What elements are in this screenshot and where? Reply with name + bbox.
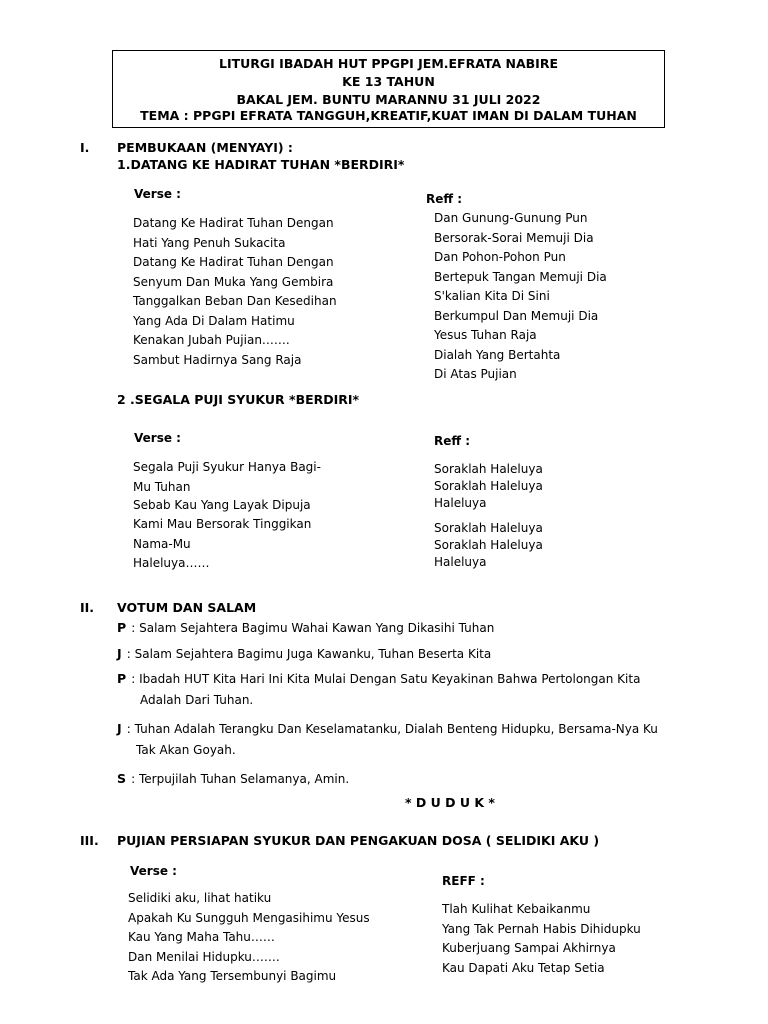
song-3-verse (128, 889, 370, 987)
votum-text: : Terpujilah Tuhan Selamanya, Amin. (131, 772, 350, 786)
section-3-number: III. (80, 833, 99, 848)
lyric-line: Apakah Ku Sungguh Mengasihimu Yesus (128, 910, 370, 925)
lyric-line: Hati Yang Penuh Sukacita (133, 235, 286, 250)
lyric-line: Datang Ke Hadirat Tuhan Dengan (133, 216, 334, 230)
lyric-line: Haleluya (434, 555, 487, 569)
speaker-label: S (117, 771, 127, 786)
song-2-reff-a (434, 461, 543, 512)
lyric-line: Sambut Hadirnya Sang Raja (133, 352, 302, 367)
lyric-line: Yang Ada Di Dalam Hatimu (133, 313, 295, 328)
lyric-line: Di Atas Pujian (434, 367, 517, 381)
lyric-line: Kau Dapati Aku Tetap Setia (442, 960, 605, 975)
lyric-line: Yang Tak Pernah Habis Dihidupku (442, 921, 641, 936)
lyric-line: Senyum Dan Muka Yang Gembira (133, 274, 334, 289)
song-3-reff (442, 900, 641, 978)
lyric-line: Bersorak-Sorai Memuji Dia (434, 230, 594, 245)
song-2-verse (133, 458, 321, 574)
song-1-verse-label: Verse : (134, 187, 181, 201)
lyric-line: Soraklah Haleluya (434, 462, 543, 476)
votum-line (117, 668, 640, 687)
votum-text: : Salam Sejahtera Bagimu Juga Kawanku, Tuhan Beserta Kita (126, 647, 492, 661)
votum-line (117, 643, 491, 662)
lyric-line: Haleluya (434, 496, 487, 510)
lyric-line: Soraklah Haleluya (434, 538, 543, 552)
speaker-label: J (117, 646, 122, 661)
lyric-line: Sebab Kau Yang Layak Dipuja (133, 497, 311, 512)
title-line-1: LITURGI IBADAH HUT PPGPI JEM.EFRATA NABIRE (219, 56, 558, 71)
lyric-line: Bertepuk Tangan Memuji Dia (434, 269, 607, 284)
song-1-title: 1.DATANG KE HADIRAT TUHAN *BERDIRI* (117, 157, 405, 172)
lyric-line: Tlah Kulihat Kebaikanmu (442, 902, 591, 916)
speaker-label: P (117, 671, 127, 686)
votum-line (117, 617, 494, 636)
lyric-line: Kami Mau Bersorak Tinggikan (133, 517, 312, 531)
section-1-number: I. (80, 140, 90, 155)
duduk-instruction: * D U D U K * (405, 795, 495, 810)
votum-text: : Ibadah HUT Kita Hari Ini Kita Mulai Dengan Satu Keyakinan Bahwa Pertolongan Kita (131, 672, 641, 686)
song-1-verse (133, 214, 337, 370)
lyric-line: Mu Tuhan (133, 479, 191, 494)
song-3-reff-label: REFF : (442, 874, 485, 888)
lyric-line: Selidiki aku, lihat hatiku (128, 891, 272, 905)
lyric-line: Dan Gunung-Gunung Pun (434, 211, 588, 225)
lyric-line: Berkumpul Dan Memuji Dia (434, 308, 599, 323)
lyric-line: Kenakan Jubah Pujian……. (133, 333, 290, 347)
lyric-line: Nama-Mu (133, 536, 191, 551)
title-box (112, 50, 665, 128)
lyric-line: Dan Pohon-Pohon Pun (434, 250, 566, 264)
lyric-line: Soraklah Haleluya (434, 479, 543, 493)
lyric-line: Soraklah Haleluya (434, 521, 543, 535)
lyric-line: Tanggalkan Beban Dan Kesedihan (133, 294, 337, 308)
lyric-line: Yesus Tuhan Raja (434, 328, 537, 342)
votum-text: : Tuhan Adalah Terangku Dan Keselamatanku, Dialah Benteng Hidupku, Bersama-Nya Ku (126, 722, 658, 736)
song-3-verse-label: Verse : (130, 864, 177, 878)
song-1-reff (434, 209, 607, 385)
lyric-line: Tak Ada Yang Tersembunyi Bagimu (128, 969, 337, 983)
title-line-3: BAKAL JEM. BUNTU MARANNU 31 JULI 2022 (236, 92, 541, 107)
lyric-line: Datang Ke Hadirat Tuhan Dengan (133, 255, 334, 269)
votum-line (117, 768, 349, 787)
lyric-line: Dan Menilai Hidupku……. (128, 949, 280, 964)
lyric-line: Segala Puji Syukur Hanya Bagi- (133, 460, 321, 474)
theme-line: TEMA : PPGPI EFRATA TANGGUH,KREATIF,KUAT IMAN DI DALAM TUHAN (140, 108, 637, 123)
song-2-verse-label: Verse : (134, 431, 181, 445)
section-2-title: VOTUM DAN SALAM (117, 600, 257, 615)
lyric-line: Dialah Yang Bertahta (434, 347, 561, 362)
song-1-reff-label: Reff : (426, 192, 463, 206)
lyric-line: Kau Yang Maha Tahu…… (128, 930, 275, 944)
speaker-label: P (117, 620, 127, 635)
title-line-2: KE 13 TAHUN (342, 74, 435, 89)
votum-text: : Salam Sejahtera Bagimu Wahai Kawan Yang Dikasihi Tuhan (131, 621, 495, 635)
votum-continuation: Tak Akan Goyah. (136, 743, 236, 757)
votum-continuation: Adalah Dari Tuhan. (140, 693, 254, 707)
lyric-line: Haleluya…… (133, 556, 210, 570)
song-2-title: 2 .SEGALA PUJI SYUKUR *BERDIRI* (117, 392, 360, 407)
section-1-title: PEMBUKAAN (MENYAYI) : (117, 140, 293, 155)
section-3-title: PUJIAN PERSIAPAN SYUKUR DAN PENGAKUAN DOSA ( SELIDIKI AKU ) (117, 833, 600, 848)
speaker-label: J (117, 721, 122, 736)
lyric-line: Kuberjuang Sampai Akhirnya (442, 941, 616, 955)
section-2-number: II. (80, 600, 95, 615)
song-2-reff-b (434, 520, 543, 571)
votum-line (117, 718, 658, 737)
song-2-reff-label: Reff : (434, 434, 471, 448)
lyric-line: S'kalian Kita Di Sini (434, 289, 550, 303)
